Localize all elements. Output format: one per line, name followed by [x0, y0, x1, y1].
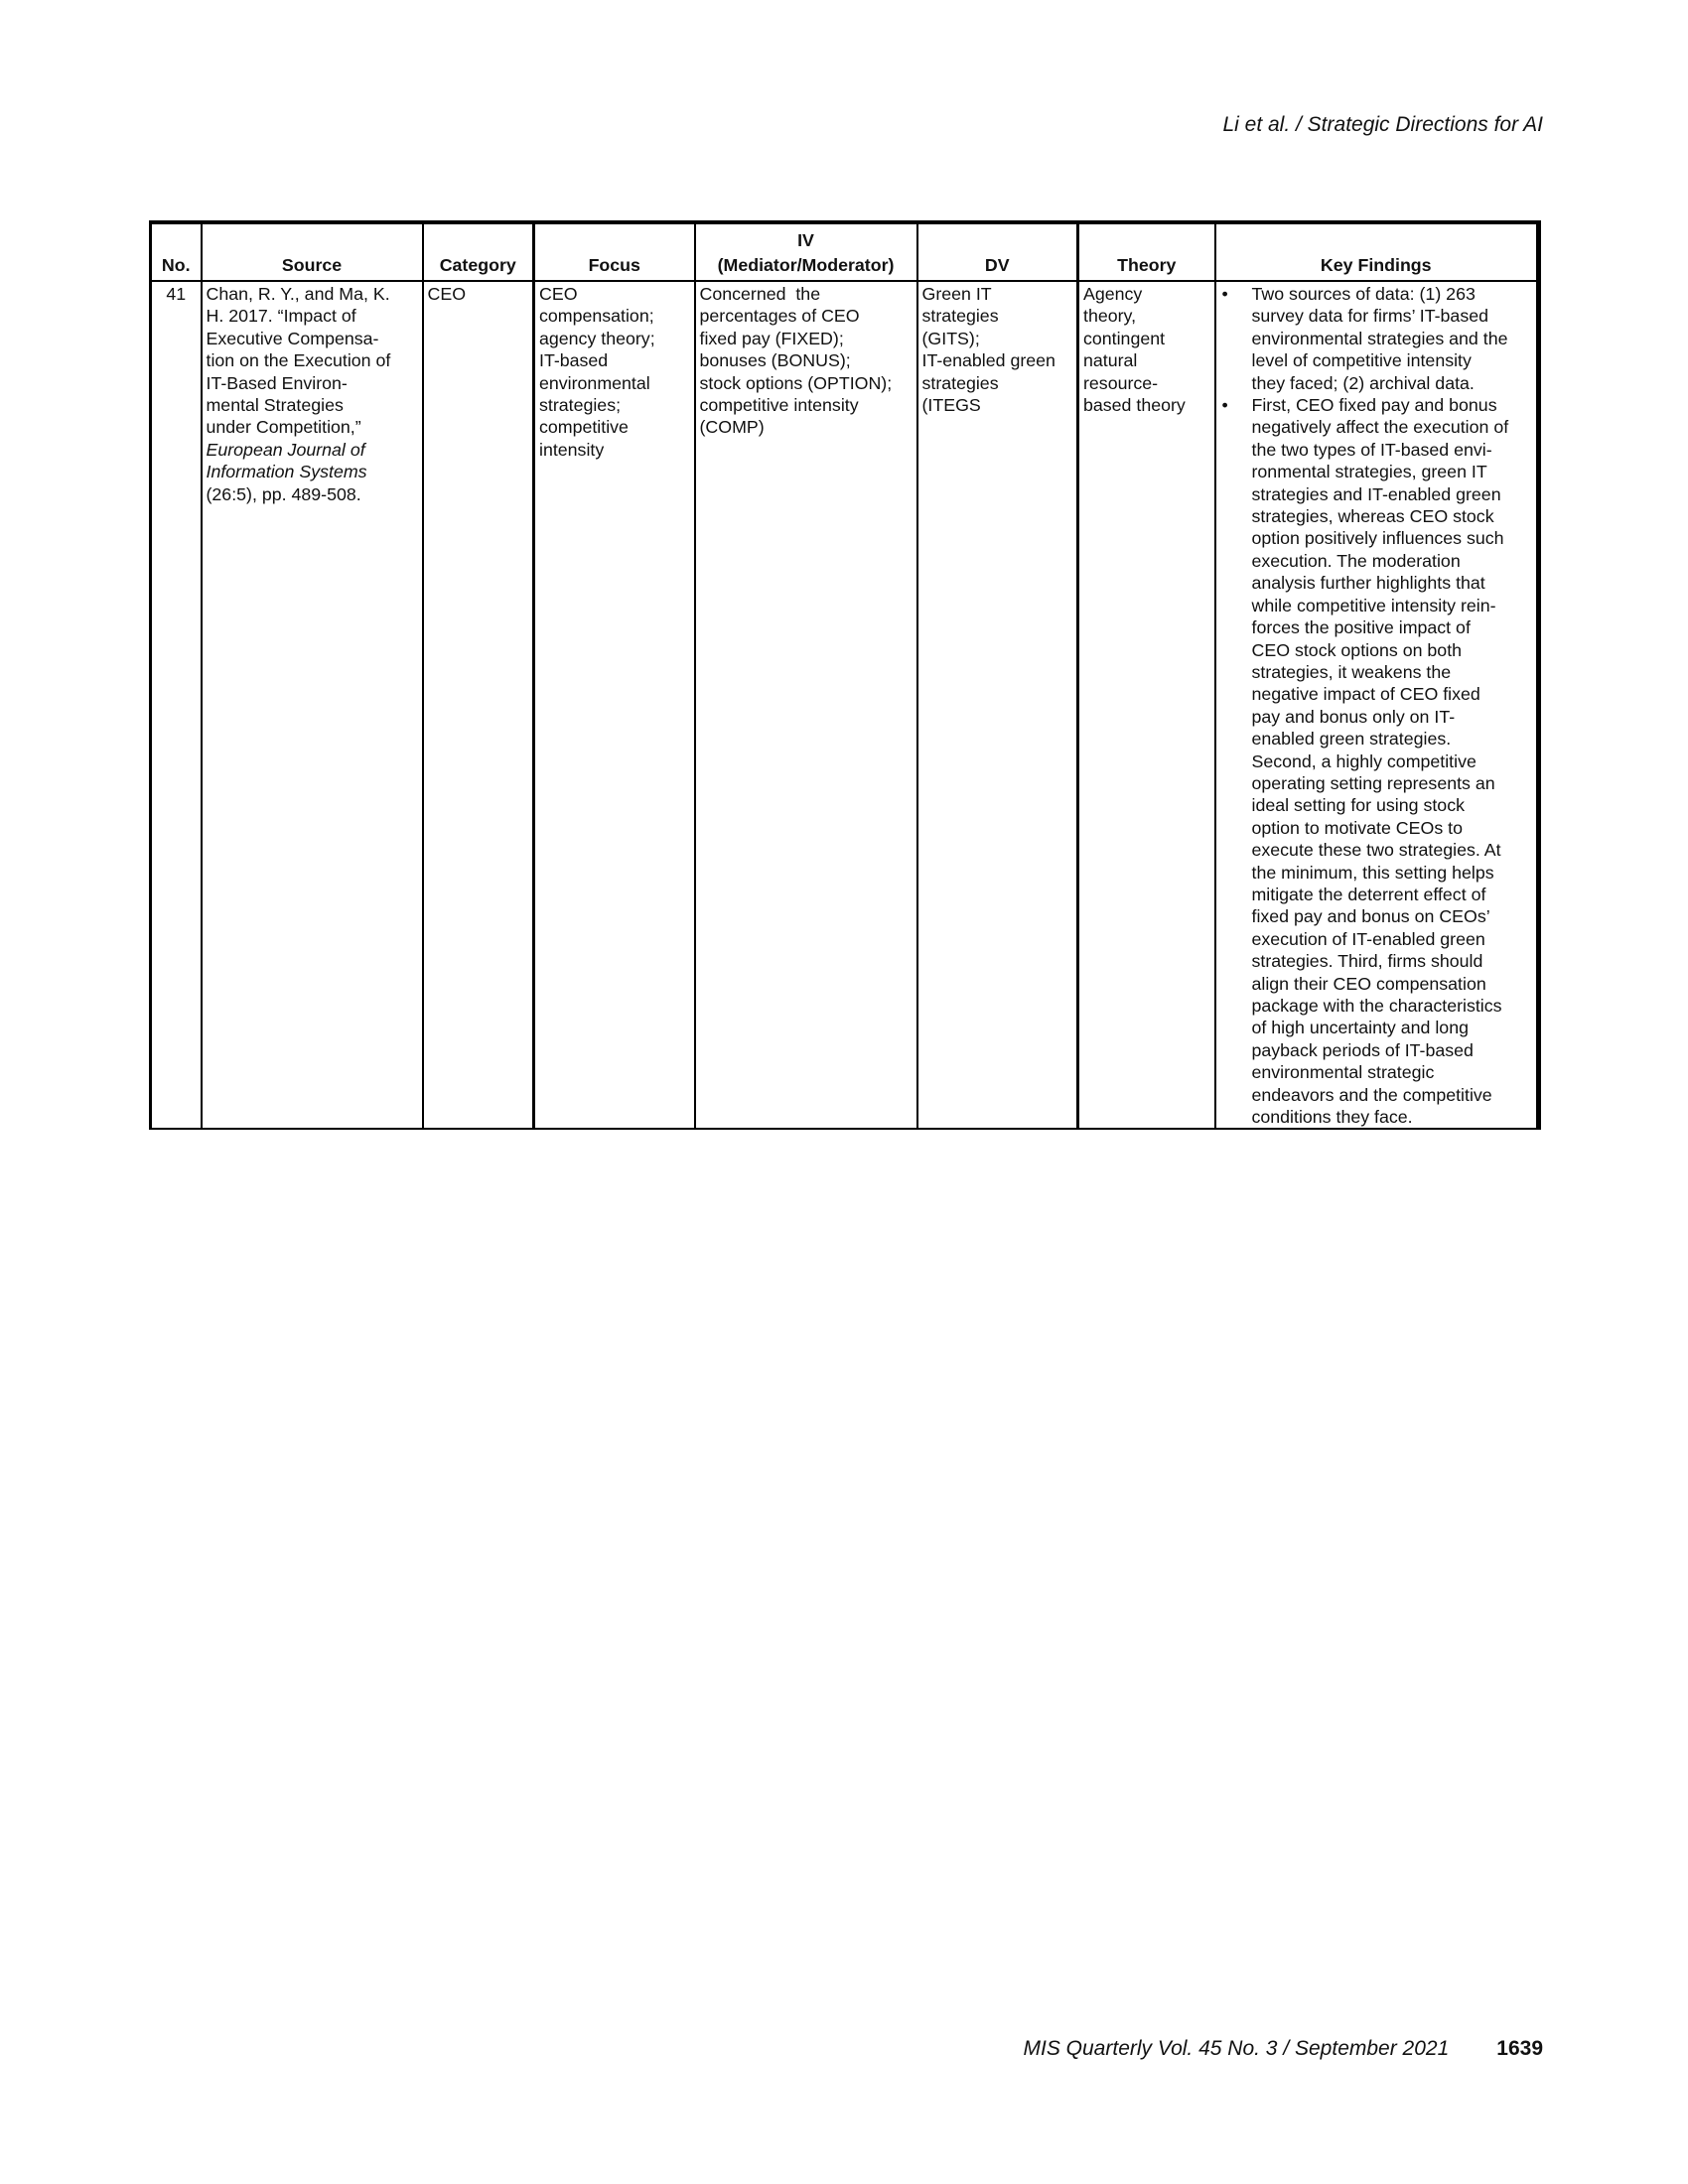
key-finding-line: the two types of IT-based envi-	[1251, 439, 1492, 460]
iv-line: fixed pay (FIXED);	[699, 328, 844, 348]
key-findings-list	[1220, 283, 1533, 1128]
table-row	[151, 281, 1539, 1129]
key-finding-line: execution. The moderation	[1251, 550, 1461, 571]
header-iv	[695, 222, 917, 281]
focus-line: agency theory;	[539, 328, 655, 348]
key-finding-line: Second, a highly competitive	[1251, 751, 1477, 771]
source-line: IT-Based Environ-	[206, 372, 348, 393]
cell-iv	[695, 281, 917, 1129]
key-finding-line: strategies, whereas CEO stock	[1251, 506, 1494, 527]
key-finding-line: CEO stock options on both	[1251, 639, 1463, 660]
focus-line: strategies;	[539, 395, 622, 416]
source-citation-tail: (26:5), pp. 489-508.	[206, 483, 361, 504]
focus-line: IT-based	[539, 350, 609, 371]
source-line: tion on the Execution of	[206, 350, 391, 371]
literature-review-table	[149, 220, 1541, 1130]
key-finding-line: conditions they face.	[1251, 1107, 1413, 1128]
focus-line: competitive	[539, 417, 629, 438]
source-line: Executive Compensa-	[206, 328, 379, 348]
table-header-row	[151, 222, 1539, 281]
header-dv: DV	[917, 222, 1078, 281]
cell-dv	[917, 281, 1078, 1129]
header-no: No.	[161, 255, 191, 275]
key-finding-line: forces the positive impact of	[1251, 617, 1471, 638]
dv-line: strategies	[921, 372, 999, 393]
focus-line: intensity	[539, 439, 605, 460]
key-finding-line: while competitive intensity rein-	[1251, 595, 1496, 615]
dv-line: strategies	[921, 306, 999, 327]
key-finding-line: option to motivate CEOs to	[1251, 817, 1463, 838]
cell-focus	[534, 281, 695, 1129]
key-finding-line: mitigate the deterrent effect of	[1251, 884, 1486, 904]
key-finding-line: ronmental strategies, green IT	[1251, 462, 1487, 482]
key-finding-line: negative impact of CEO fixed	[1251, 684, 1480, 705]
dv-line: (ITEGS	[921, 395, 981, 416]
cell-source	[202, 281, 423, 1129]
cell-theory	[1078, 281, 1215, 1129]
bullet-icon: •	[1221, 395, 1228, 416]
iv-line: bonuses (BONUS);	[699, 350, 851, 371]
iv-line: competitive intensity	[699, 395, 859, 416]
header-category: Category	[423, 222, 534, 281]
theory-line: theory,	[1083, 306, 1137, 327]
bullet-icon: •	[1221, 284, 1228, 304]
key-finding-line: strategies, it weakens the	[1251, 661, 1452, 682]
theory-line: natural	[1083, 350, 1138, 371]
cell-category: CEO	[423, 281, 534, 1129]
source-journal-line: European Journal of	[206, 439, 365, 460]
key-finding-line: execute these two strategies. At	[1251, 840, 1501, 861]
key-finding-line: the minimum, this setting helps	[1251, 862, 1494, 883]
theory-line: contingent	[1083, 328, 1166, 348]
source-line: H. 2017. “Impact of	[206, 306, 356, 327]
key-finding-item	[1220, 394, 1533, 1128]
key-finding-line: operating setting represents an	[1251, 772, 1495, 793]
key-finding-line: level of competitive intensity	[1251, 350, 1472, 371]
key-finding-line: enabled green strategies.	[1251, 729, 1452, 750]
theory-line: resource-	[1083, 372, 1159, 393]
running-head: Li et al. / Strategic Directions for AI	[1222, 113, 1543, 136]
source-line: mental Strategies	[206, 395, 344, 416]
iv-line: Concerned the	[699, 284, 821, 304]
key-finding-line: pay and bonus only on IT-	[1251, 706, 1456, 727]
focus-line: CEO	[539, 284, 578, 304]
key-finding-line: Two sources of data: (1) 263	[1251, 284, 1476, 304]
key-finding-line: strategies. Third, firms should	[1251, 951, 1483, 972]
key-finding-line: they faced; (2) archival data.	[1251, 372, 1475, 393]
key-finding-line: endeavors and the competitive	[1251, 1084, 1492, 1105]
header-iv-line-1: IV	[797, 230, 814, 250]
key-finding-line: package with the characteristics	[1251, 996, 1502, 1016]
footer-journal: MIS Quarterly Vol. 45 No. 3 / September 2021	[1023, 2037, 1450, 2060]
cell-no: 41	[151, 281, 202, 1129]
key-finding-line: fixed pay and bonus on CEOs’	[1251, 906, 1490, 927]
key-finding-line: survey data for firms’ IT-based	[1251, 306, 1488, 327]
key-finding-line: payback periods of IT-based	[1251, 1039, 1474, 1060]
cell-key-findings	[1215, 281, 1539, 1129]
header-theory: Theory	[1078, 222, 1215, 281]
page-number: 1639	[1496, 2037, 1543, 2060]
key-finding-line: environmental strategies and the	[1251, 328, 1508, 348]
dv-line: IT-enabled green	[921, 350, 1055, 371]
key-finding-line: align their CEO compensation	[1251, 973, 1486, 994]
header-source: Source	[202, 222, 423, 281]
theory-line: Agency	[1083, 284, 1143, 304]
dv-line: (GITS);	[921, 328, 980, 348]
key-finding-line: negatively affect the execution of	[1251, 417, 1509, 438]
header-key-findings: Key Findings	[1215, 222, 1539, 281]
iv-line: stock options (OPTION);	[699, 372, 893, 393]
source-line: under Competition,”	[206, 417, 361, 438]
iv-line: percentages of CEO	[699, 306, 860, 327]
iv-line: (COMP)	[699, 417, 765, 438]
key-finding-line: analysis further highlights that	[1251, 573, 1485, 594]
focus-line: compensation;	[539, 306, 654, 327]
key-finding-line: First, CEO fixed pay and bonus	[1251, 395, 1497, 416]
source-journal-line: Information Systems	[206, 462, 367, 482]
key-finding-line: option positively influences such	[1251, 528, 1504, 549]
key-finding-line: ideal setting for using stock	[1251, 795, 1465, 816]
key-finding-line: environmental strategic	[1251, 1062, 1435, 1083]
key-finding-line: of high uncertainty and long	[1251, 1018, 1469, 1038]
source-line: Chan, R. Y., and Ma, K.	[206, 284, 390, 304]
key-finding-line: execution of IT-enabled green	[1251, 928, 1485, 949]
key-finding-line: strategies and IT-enabled green	[1251, 483, 1501, 504]
dv-line: Green IT	[921, 284, 992, 304]
theory-line: based theory	[1083, 395, 1186, 416]
focus-line: environmental	[539, 372, 650, 393]
page-footer	[1024, 2037, 1544, 2061]
header-focus: Focus	[534, 222, 695, 281]
header-iv-line-2: (Mediator/Moderator)	[717, 255, 895, 275]
key-finding-item	[1220, 283, 1533, 394]
